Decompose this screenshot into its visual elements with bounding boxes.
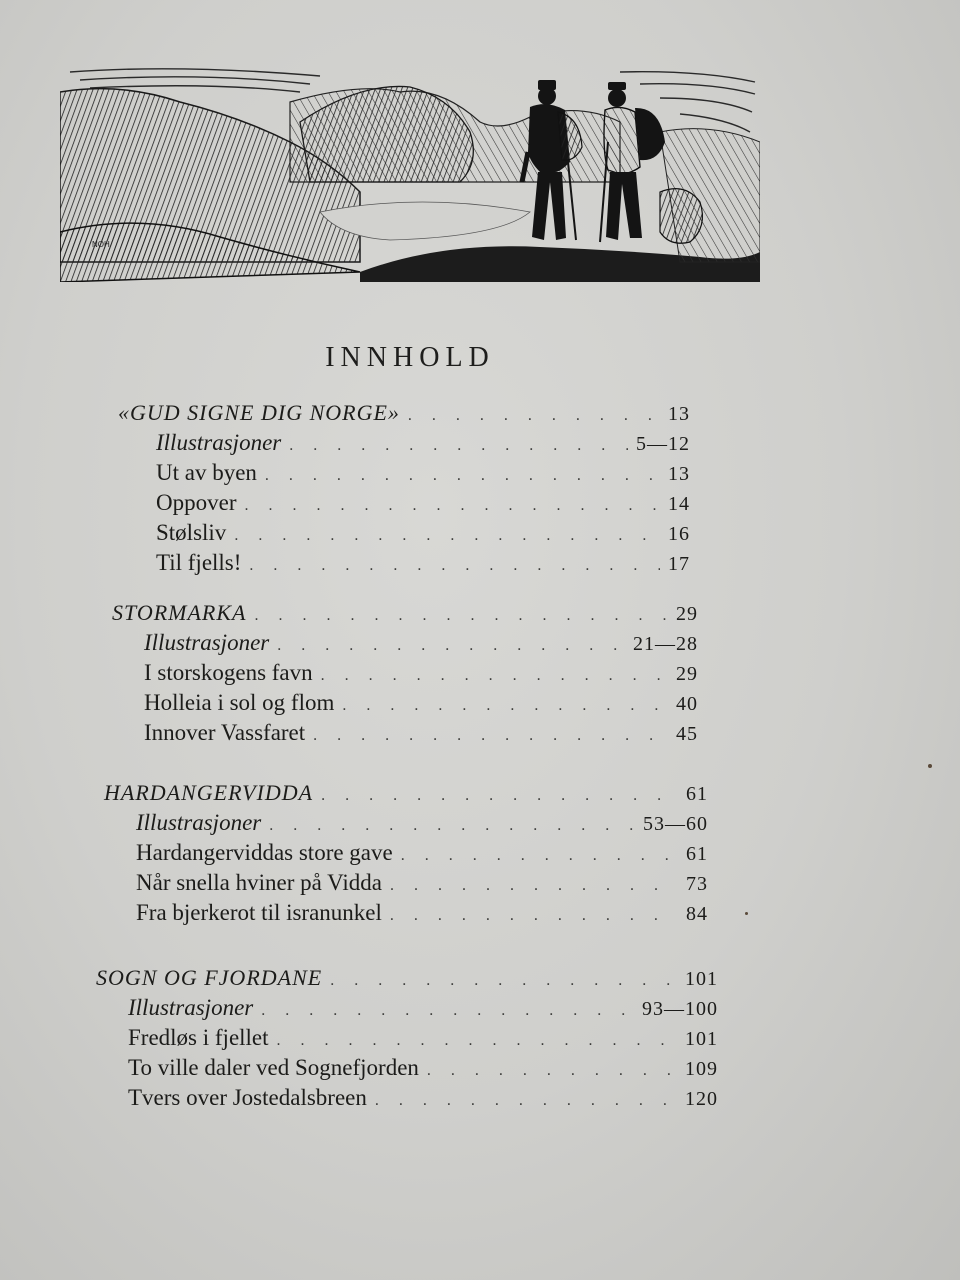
dot-leader xyxy=(321,787,678,805)
dot-leader xyxy=(277,1032,677,1050)
toc-entry[interactable] xyxy=(156,520,690,550)
toc-entry[interactable] xyxy=(136,840,708,870)
dot-leader xyxy=(277,637,625,655)
dot-leader xyxy=(244,497,660,515)
dot-leader xyxy=(265,467,660,485)
toc-entry-label: Hardangerviddas store gave xyxy=(136,840,393,865)
toc-entry-label: Fra bjerkerot til isranunkel xyxy=(136,900,382,925)
toc-entry[interactable] xyxy=(136,810,708,840)
paper-speck xyxy=(928,764,932,768)
toc-entry-label: Illustrasjoner xyxy=(144,630,270,655)
toc-section-title[interactable] xyxy=(112,600,698,630)
toc-entry[interactable] xyxy=(156,490,690,520)
dot-leader xyxy=(408,407,660,425)
toc-entry-label: Innover Vassfaret xyxy=(144,720,306,745)
dot-leader xyxy=(289,437,628,455)
toc-entry-page-number: 84 xyxy=(686,903,708,925)
toc-entry-label: Tvers over Jostedalsbreen xyxy=(128,1085,367,1110)
artist-signature: NOH xyxy=(92,240,110,249)
toc-entry-label: Illustrasjoner xyxy=(128,995,254,1020)
dot-leader xyxy=(269,817,635,835)
toc-entry[interactable] xyxy=(128,1055,718,1085)
toc-entry-page-number: 5—12 xyxy=(636,433,690,455)
toc-section-title-label: SOGN OG FJORDANE xyxy=(96,965,323,990)
dot-leader xyxy=(234,527,660,545)
toc-entry[interactable] xyxy=(136,900,708,930)
toc-entry-label: Oppover xyxy=(156,490,237,515)
toc-entry-label: Illustrasjoner xyxy=(136,810,262,835)
dot-leader xyxy=(375,1092,677,1110)
paper-speck xyxy=(745,912,748,915)
toc-entry-page-number: 53—60 xyxy=(643,813,708,835)
dot-leader xyxy=(390,907,678,925)
toc-entry-label: Ut av byen xyxy=(156,460,257,485)
toc-entry-page-number: 109 xyxy=(685,1058,718,1080)
dot-leader xyxy=(313,727,668,745)
toc-section-title-page-number: 29 xyxy=(676,603,698,625)
dot-leader xyxy=(249,557,660,575)
toc-entry-page-number: 61 xyxy=(686,843,708,865)
toc-entry-label: Illustrasjoner xyxy=(156,430,282,455)
dot-leader xyxy=(427,1062,677,1080)
toc-entry-label: Når snella hviner på Vidda xyxy=(136,870,383,895)
toc-section-title[interactable] xyxy=(118,400,690,430)
toc-section-title-label: «GUD SIGNE DIG NORGE» xyxy=(118,400,400,425)
toc-entry[interactable] xyxy=(144,720,698,750)
toc-entry-label: To ville daler ved Sognefjorden xyxy=(128,1055,419,1080)
toc-entry-page-number: 21—28 xyxy=(633,633,698,655)
dot-leader xyxy=(321,667,668,685)
toc-section-title-label: STORMARKA xyxy=(112,600,247,625)
toc-entry-page-number: 16 xyxy=(668,523,690,545)
toc-entry-label: Til fjells! xyxy=(156,550,242,575)
toc-entry[interactable] xyxy=(144,690,698,720)
toc-entry-page-number: 13 xyxy=(668,463,690,485)
dot-leader xyxy=(330,972,677,990)
toc-entry[interactable] xyxy=(128,995,718,1025)
dot-leader xyxy=(342,697,668,715)
toc-entry[interactable] xyxy=(156,550,690,580)
toc-entry-page-number: 45 xyxy=(676,723,698,745)
toc-entry-label: I storskogens favn xyxy=(144,660,313,685)
toc-section-title-page-number: 101 xyxy=(685,968,718,990)
toc-entry-page-number: 120 xyxy=(685,1088,718,1110)
toc-entry[interactable] xyxy=(144,660,698,690)
toc-entry-page-number: 17 xyxy=(668,553,690,575)
toc-entry[interactable] xyxy=(156,460,690,490)
toc-entry[interactable] xyxy=(144,630,698,660)
toc-entry-page-number: 73 xyxy=(686,873,708,895)
dot-leader xyxy=(401,847,678,865)
toc-entry-label: Fredløs i fjellet xyxy=(128,1025,269,1050)
toc-section-title[interactable] xyxy=(96,965,718,995)
toc-section-title-label: HARDANGERVIDDA xyxy=(104,780,314,805)
toc-entry[interactable] xyxy=(136,870,708,900)
dot-leader xyxy=(254,607,668,625)
toc-section-title-page-number: 13 xyxy=(668,403,690,425)
toc-entry-page-number: 40 xyxy=(676,693,698,715)
toc-entry-label: Stølsliv xyxy=(156,520,227,545)
toc-entry[interactable] xyxy=(128,1025,718,1055)
toc-entry-page-number: 14 xyxy=(668,493,690,515)
page-title: INNHOLD xyxy=(325,342,495,373)
toc-entry-page-number: 29 xyxy=(676,663,698,685)
toc-entry-page-number: 93—100 xyxy=(642,998,718,1020)
toc-entry[interactable] xyxy=(128,1085,718,1115)
toc-section-title-page-number: 61 xyxy=(686,783,708,805)
toc-entry-label: Holleia i sol og flom xyxy=(144,690,335,715)
dot-leader xyxy=(390,877,678,895)
mountain-hikers-illustration xyxy=(60,62,760,282)
toc-entry-page-number: 101 xyxy=(685,1028,718,1050)
toc-entry[interactable] xyxy=(156,430,690,460)
toc-section-title[interactable] xyxy=(104,780,708,810)
dot-leader xyxy=(261,1002,634,1020)
